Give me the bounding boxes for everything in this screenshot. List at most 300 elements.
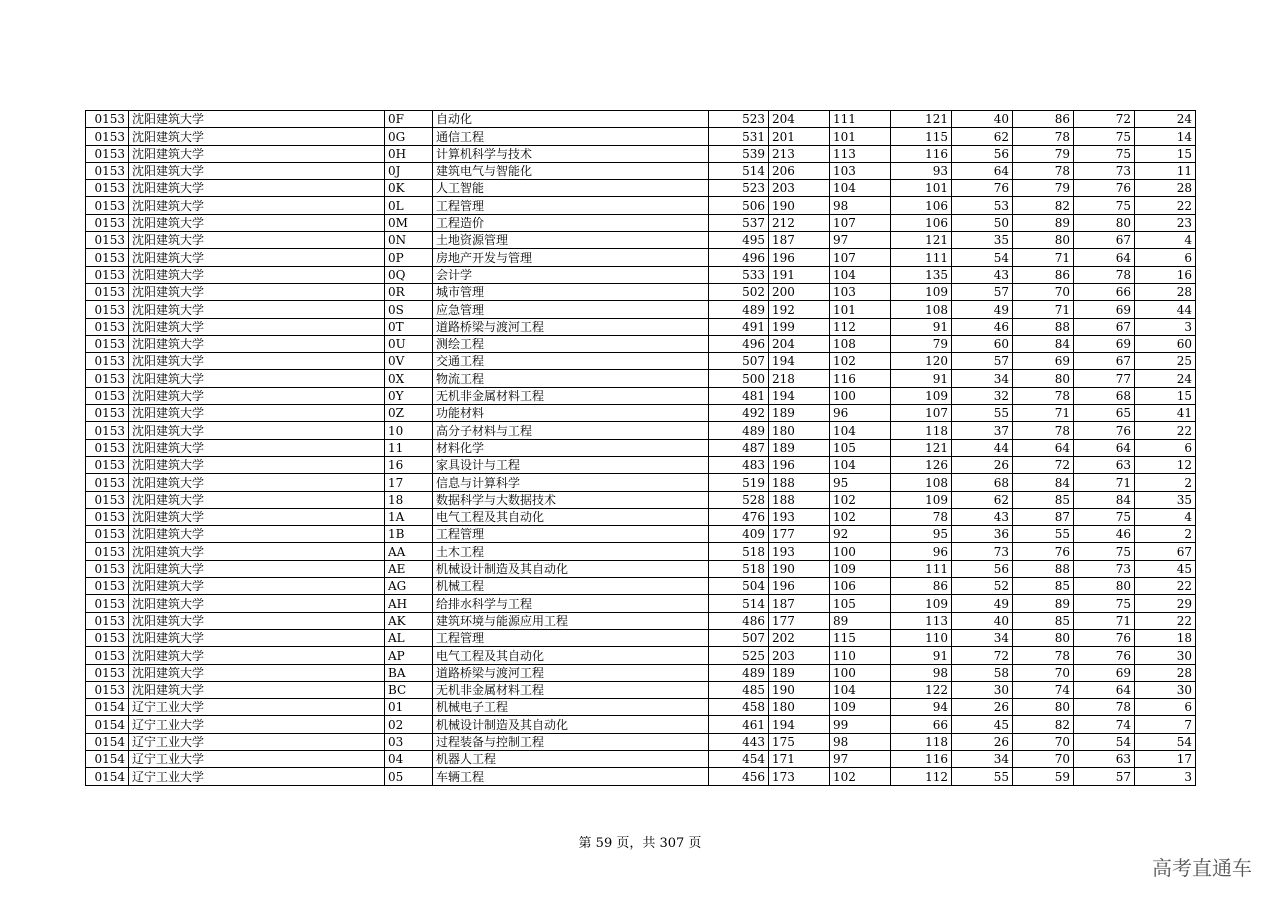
score-e-cell: 71: [1013, 301, 1074, 318]
score-c-cell: 91: [891, 318, 952, 335]
score-c-cell: 108: [891, 301, 952, 318]
school-code-cell: 0154: [86, 750, 129, 767]
score-d-cell: 50: [952, 214, 1013, 231]
score-d-cell: 36: [952, 526, 1013, 543]
score-a-cell: 173: [769, 768, 830, 785]
score-b-cell: 100: [830, 664, 891, 681]
school-code-cell: 0153: [86, 111, 129, 128]
score-b-cell: 98: [830, 197, 891, 214]
score-b-cell: 89: [830, 612, 891, 629]
score-a-cell: 177: [769, 526, 830, 543]
school-name-cell: 沈阳建筑大学: [129, 180, 385, 197]
school-code-cell: 0153: [86, 266, 129, 283]
score-g-cell: 16: [1135, 266, 1196, 283]
score-c-cell: 113: [891, 612, 952, 629]
score-e-cell: 78: [1013, 162, 1074, 179]
score-g-cell: 12: [1135, 456, 1196, 473]
major-name-cell: 无机非金属材料工程: [433, 681, 709, 698]
school-code-cell: 0154: [86, 699, 129, 716]
score-total-cell: 518: [709, 543, 769, 560]
score-b-cell: 102: [830, 491, 891, 508]
table-row: [86, 180, 1196, 197]
major-name-cell: 工程造价: [433, 214, 709, 231]
score-e-cell: 71: [1013, 405, 1074, 422]
major-code-cell: 0T: [385, 318, 433, 335]
score-c-cell: 79: [891, 335, 952, 352]
score-a-cell: 175: [769, 733, 830, 750]
school-name-cell: 沈阳建筑大学: [129, 387, 385, 404]
score-b-cell: 107: [830, 214, 891, 231]
score-g-cell: 45: [1135, 560, 1196, 577]
data-table: [85, 110, 1196, 786]
score-g-cell: 22: [1135, 578, 1196, 595]
score-f-cell: 64: [1074, 439, 1135, 456]
major-name-cell: 功能材料: [433, 405, 709, 422]
table-row: [86, 318, 1196, 335]
school-code-cell: 0153: [86, 162, 129, 179]
score-f-cell: 69: [1074, 664, 1135, 681]
score-d-cell: 55: [952, 405, 1013, 422]
score-a-cell: 218: [769, 370, 830, 387]
score-f-cell: 72: [1074, 111, 1135, 128]
score-total-cell: 496: [709, 335, 769, 352]
major-name-cell: 无机非金属材料工程: [433, 387, 709, 404]
major-code-cell: AG: [385, 578, 433, 595]
school-name-cell: 辽宁工业大学: [129, 750, 385, 767]
score-total-cell: 500: [709, 370, 769, 387]
table-row: [86, 456, 1196, 473]
major-name-cell: 房地产开发与管理: [433, 249, 709, 266]
score-a-cell: 189: [769, 405, 830, 422]
school-name-cell: 沈阳建筑大学: [129, 543, 385, 560]
score-a-cell: 180: [769, 422, 830, 439]
score-g-cell: 23: [1135, 214, 1196, 231]
score-c-cell: 112: [891, 768, 952, 785]
school-name-cell: 沈阳建筑大学: [129, 162, 385, 179]
score-a-cell: 199: [769, 318, 830, 335]
score-c-cell: 116: [891, 750, 952, 767]
score-b-cell: 103: [830, 283, 891, 300]
school-code-cell: 0153: [86, 491, 129, 508]
major-name-cell: 应急管理: [433, 301, 709, 318]
score-d-cell: 45: [952, 716, 1013, 733]
major-code-cell: AK: [385, 612, 433, 629]
score-c-cell: 93: [891, 162, 952, 179]
school-code-cell: 0153: [86, 629, 129, 646]
score-e-cell: 78: [1013, 647, 1074, 664]
score-e-cell: 79: [1013, 180, 1074, 197]
score-d-cell: 26: [952, 733, 1013, 750]
score-d-cell: 34: [952, 629, 1013, 646]
score-d-cell: 68: [952, 474, 1013, 491]
score-d-cell: 62: [952, 128, 1013, 145]
score-c-cell: 115: [891, 128, 952, 145]
score-f-cell: 64: [1074, 249, 1135, 266]
major-code-cell: 18: [385, 491, 433, 508]
table-row: [86, 474, 1196, 491]
score-d-cell: 49: [952, 595, 1013, 612]
score-a-cell: 196: [769, 578, 830, 595]
major-code-cell: 02: [385, 716, 433, 733]
score-a-cell: 196: [769, 456, 830, 473]
score-a-cell: 213: [769, 145, 830, 162]
score-d-cell: 35: [952, 232, 1013, 249]
score-f-cell: 65: [1074, 405, 1135, 422]
score-g-cell: 24: [1135, 370, 1196, 387]
major-code-cell: BA: [385, 664, 433, 681]
score-g-cell: 17: [1135, 750, 1196, 767]
score-g-cell: 3: [1135, 318, 1196, 335]
score-d-cell: 58: [952, 664, 1013, 681]
score-d-cell: 40: [952, 111, 1013, 128]
score-c-cell: 110: [891, 629, 952, 646]
school-name-cell: 沈阳建筑大学: [129, 647, 385, 664]
major-code-cell: AE: [385, 560, 433, 577]
school-name-cell: 沈阳建筑大学: [129, 301, 385, 318]
school-name-cell: 沈阳建筑大学: [129, 405, 385, 422]
table-row: [86, 266, 1196, 283]
school-code-cell: 0153: [86, 578, 129, 595]
score-total-cell: 496: [709, 249, 769, 266]
school-name-cell: 沈阳建筑大学: [129, 370, 385, 387]
major-name-cell: 物流工程: [433, 370, 709, 387]
score-b-cell: 109: [830, 560, 891, 577]
table-row: [86, 526, 1196, 543]
table-row: [86, 439, 1196, 456]
score-g-cell: 35: [1135, 491, 1196, 508]
score-g-cell: 22: [1135, 612, 1196, 629]
score-a-cell: 191: [769, 266, 830, 283]
school-code-cell: 0153: [86, 318, 129, 335]
school-code-cell: 0153: [86, 405, 129, 422]
score-a-cell: 171: [769, 750, 830, 767]
major-name-cell: 给排水科学与工程: [433, 595, 709, 612]
score-g-cell: 24: [1135, 111, 1196, 128]
score-total-cell: 507: [709, 629, 769, 646]
score-total-cell: 487: [709, 439, 769, 456]
score-total-cell: 502: [709, 283, 769, 300]
major-name-cell: 机械工程: [433, 578, 709, 595]
score-g-cell: 6: [1135, 439, 1196, 456]
school-code-cell: 0153: [86, 214, 129, 231]
major-name-cell: 机械电子工程: [433, 699, 709, 716]
major-name-cell: 机械设计制造及其自动化: [433, 560, 709, 577]
score-g-cell: 18: [1135, 629, 1196, 646]
score-e-cell: 80: [1013, 370, 1074, 387]
score-total-cell: 409: [709, 526, 769, 543]
score-e-cell: 84: [1013, 474, 1074, 491]
score-b-cell: 101: [830, 301, 891, 318]
major-code-cell: 0Y: [385, 387, 433, 404]
score-b-cell: 96: [830, 405, 891, 422]
score-d-cell: 46: [952, 318, 1013, 335]
score-f-cell: 75: [1074, 543, 1135, 560]
score-b-cell: 104: [830, 180, 891, 197]
score-d-cell: 44: [952, 439, 1013, 456]
school-code-cell: 0153: [86, 370, 129, 387]
score-b-cell: 92: [830, 526, 891, 543]
score-b-cell: 110: [830, 647, 891, 664]
school-name-cell: 沈阳建筑大学: [129, 353, 385, 370]
table-row: [86, 197, 1196, 214]
major-code-cell: 0Z: [385, 405, 433, 422]
score-c-cell: 122: [891, 681, 952, 698]
score-g-cell: 4: [1135, 232, 1196, 249]
school-name-cell: 沈阳建筑大学: [129, 629, 385, 646]
score-b-cell: 104: [830, 681, 891, 698]
score-total-cell: 537: [709, 214, 769, 231]
table-row: [86, 232, 1196, 249]
score-e-cell: 74: [1013, 681, 1074, 698]
school-name-cell: 辽宁工业大学: [129, 733, 385, 750]
school-name-cell: 沈阳建筑大学: [129, 681, 385, 698]
score-e-cell: 69: [1013, 353, 1074, 370]
school-code-cell: 0153: [86, 197, 129, 214]
score-c-cell: 121: [891, 439, 952, 456]
major-code-cell: 0S: [385, 301, 433, 318]
score-total-cell: 495: [709, 232, 769, 249]
school-name-cell: 沈阳建筑大学: [129, 526, 385, 543]
score-f-cell: 76: [1074, 647, 1135, 664]
score-a-cell: 177: [769, 612, 830, 629]
major-name-cell: 人工智能: [433, 180, 709, 197]
score-f-cell: 75: [1074, 595, 1135, 612]
school-code-cell: 0154: [86, 716, 129, 733]
score-a-cell: 194: [769, 353, 830, 370]
school-name-cell: 沈阳建筑大学: [129, 491, 385, 508]
score-total-cell: 518: [709, 560, 769, 577]
table-row: [86, 491, 1196, 508]
score-g-cell: 2: [1135, 474, 1196, 491]
major-code-cell: 05: [385, 768, 433, 785]
score-c-cell: 111: [891, 560, 952, 577]
score-c-cell: 106: [891, 197, 952, 214]
school-code-cell: 0153: [86, 232, 129, 249]
major-name-cell: 会计学: [433, 266, 709, 283]
school-code-cell: 0153: [86, 335, 129, 352]
major-code-cell: 0Q: [385, 266, 433, 283]
table-row: [86, 612, 1196, 629]
score-d-cell: 37: [952, 422, 1013, 439]
school-name-cell: 沈阳建筑大学: [129, 145, 385, 162]
score-e-cell: 78: [1013, 128, 1074, 145]
major-name-cell: 电气工程及其自动化: [433, 647, 709, 664]
school-code-cell: 0153: [86, 543, 129, 560]
score-a-cell: 187: [769, 232, 830, 249]
score-b-cell: 100: [830, 387, 891, 404]
major-code-cell: 17: [385, 474, 433, 491]
score-f-cell: 73: [1074, 162, 1135, 179]
score-b-cell: 113: [830, 145, 891, 162]
score-d-cell: 53: [952, 197, 1013, 214]
score-a-cell: 193: [769, 508, 830, 525]
score-f-cell: 76: [1074, 629, 1135, 646]
score-e-cell: 78: [1013, 387, 1074, 404]
score-g-cell: 30: [1135, 647, 1196, 664]
score-e-cell: 82: [1013, 197, 1074, 214]
score-e-cell: 85: [1013, 612, 1074, 629]
major-code-cell: 0R: [385, 283, 433, 300]
major-code-cell: BC: [385, 681, 433, 698]
score-f-cell: 80: [1074, 578, 1135, 595]
score-e-cell: 82: [1013, 716, 1074, 733]
score-total-cell: 485: [709, 681, 769, 698]
score-a-cell: 206: [769, 162, 830, 179]
score-g-cell: 60: [1135, 335, 1196, 352]
school-code-cell: 0154: [86, 768, 129, 785]
school-name-cell: 辽宁工业大学: [129, 699, 385, 716]
major-code-cell: AL: [385, 629, 433, 646]
major-name-cell: 土木工程: [433, 543, 709, 560]
score-a-cell: 189: [769, 439, 830, 456]
score-a-cell: 201: [769, 128, 830, 145]
score-e-cell: 78: [1013, 422, 1074, 439]
table-row: [86, 595, 1196, 612]
score-e-cell: 85: [1013, 491, 1074, 508]
score-f-cell: 75: [1074, 197, 1135, 214]
table-row: [86, 335, 1196, 352]
table-row: [86, 560, 1196, 577]
score-f-cell: 67: [1074, 318, 1135, 335]
major-name-cell: 工程管理: [433, 629, 709, 646]
major-name-cell: 测绘工程: [433, 335, 709, 352]
school-code-cell: 0153: [86, 595, 129, 612]
score-f-cell: 71: [1074, 612, 1135, 629]
score-c-cell: 121: [891, 111, 952, 128]
major-code-cell: AH: [385, 595, 433, 612]
score-d-cell: 55: [952, 768, 1013, 785]
score-d-cell: 62: [952, 491, 1013, 508]
score-g-cell: 7: [1135, 716, 1196, 733]
school-name-cell: 沈阳建筑大学: [129, 595, 385, 612]
score-d-cell: 57: [952, 353, 1013, 370]
score-b-cell: 100: [830, 543, 891, 560]
score-e-cell: 80: [1013, 699, 1074, 716]
score-c-cell: 126: [891, 456, 952, 473]
score-f-cell: 75: [1074, 508, 1135, 525]
score-g-cell: 6: [1135, 699, 1196, 716]
score-e-cell: 85: [1013, 578, 1074, 595]
score-f-cell: 80: [1074, 214, 1135, 231]
score-e-cell: 80: [1013, 232, 1074, 249]
score-d-cell: 60: [952, 335, 1013, 352]
score-total-cell: 492: [709, 405, 769, 422]
table-row: [86, 543, 1196, 560]
school-name-cell: 沈阳建筑大学: [129, 128, 385, 145]
table-row: [86, 405, 1196, 422]
major-name-cell: 高分子材料与工程: [433, 422, 709, 439]
score-d-cell: 34: [952, 370, 1013, 387]
major-name-cell: 工程管理: [433, 197, 709, 214]
score-f-cell: 63: [1074, 750, 1135, 767]
school-code-cell: 0153: [86, 422, 129, 439]
table-row: [86, 716, 1196, 733]
score-c-cell: 118: [891, 733, 952, 750]
school-code-cell: 0153: [86, 353, 129, 370]
score-b-cell: 104: [830, 422, 891, 439]
school-name-cell: 沈阳建筑大学: [129, 456, 385, 473]
school-name-cell: 沈阳建筑大学: [129, 560, 385, 577]
score-b-cell: 115: [830, 629, 891, 646]
school-code-cell: 0153: [86, 664, 129, 681]
score-total-cell: 486: [709, 612, 769, 629]
score-e-cell: 55: [1013, 526, 1074, 543]
score-f-cell: 67: [1074, 353, 1135, 370]
score-c-cell: 91: [891, 647, 952, 664]
school-name-cell: 辽宁工业大学: [129, 716, 385, 733]
major-name-cell: 机械设计制造及其自动化: [433, 716, 709, 733]
score-a-cell: 196: [769, 249, 830, 266]
table-row: [86, 647, 1196, 664]
score-total-cell: 514: [709, 162, 769, 179]
score-b-cell: 98: [830, 733, 891, 750]
page-number: 第 59 页，共 307 页: [578, 836, 702, 851]
school-name-cell: 沈阳建筑大学: [129, 474, 385, 491]
major-code-cell: 10: [385, 422, 433, 439]
score-g-cell: 14: [1135, 128, 1196, 145]
table-row: [86, 699, 1196, 716]
major-code-cell: 1A: [385, 508, 433, 525]
score-total-cell: 483: [709, 456, 769, 473]
score-e-cell: 70: [1013, 664, 1074, 681]
score-g-cell: 15: [1135, 145, 1196, 162]
score-f-cell: 68: [1074, 387, 1135, 404]
score-f-cell: 75: [1074, 145, 1135, 162]
score-f-cell: 64: [1074, 681, 1135, 698]
major-name-cell: 交通工程: [433, 353, 709, 370]
score-c-cell: 94: [891, 699, 952, 716]
score-total-cell: 528: [709, 491, 769, 508]
school-code-cell: 0153: [86, 681, 129, 698]
major-name-cell: 城市管理: [433, 283, 709, 300]
score-total-cell: 506: [709, 197, 769, 214]
table-row: [86, 353, 1196, 370]
major-code-cell: 0L: [385, 197, 433, 214]
score-total-cell: 489: [709, 664, 769, 681]
score-f-cell: 57: [1074, 768, 1135, 785]
score-b-cell: 102: [830, 508, 891, 525]
score-f-cell: 78: [1074, 699, 1135, 716]
school-code-cell: 0153: [86, 128, 129, 145]
score-g-cell: 22: [1135, 422, 1196, 439]
score-a-cell: 204: [769, 335, 830, 352]
score-d-cell: 72: [952, 647, 1013, 664]
major-code-cell: 0J: [385, 162, 433, 179]
table-row: [86, 664, 1196, 681]
major-code-cell: 0U: [385, 335, 433, 352]
school-name-cell: 沈阳建筑大学: [129, 664, 385, 681]
major-code-cell: 0P: [385, 249, 433, 266]
score-c-cell: 135: [891, 266, 952, 283]
score-a-cell: 194: [769, 716, 830, 733]
score-b-cell: 103: [830, 162, 891, 179]
school-name-cell: 沈阳建筑大学: [129, 197, 385, 214]
score-f-cell: 77: [1074, 370, 1135, 387]
school-code-cell: 0153: [86, 439, 129, 456]
score-b-cell: 104: [830, 456, 891, 473]
score-c-cell: 121: [891, 232, 952, 249]
score-g-cell: 28: [1135, 283, 1196, 300]
score-total-cell: 456: [709, 768, 769, 785]
score-total-cell: 489: [709, 422, 769, 439]
score-b-cell: 99: [830, 716, 891, 733]
score-b-cell: 97: [830, 232, 891, 249]
score-g-cell: 30: [1135, 681, 1196, 698]
score-e-cell: 86: [1013, 111, 1074, 128]
score-f-cell: 71: [1074, 474, 1135, 491]
major-name-cell: 材料化学: [433, 439, 709, 456]
score-g-cell: 28: [1135, 664, 1196, 681]
